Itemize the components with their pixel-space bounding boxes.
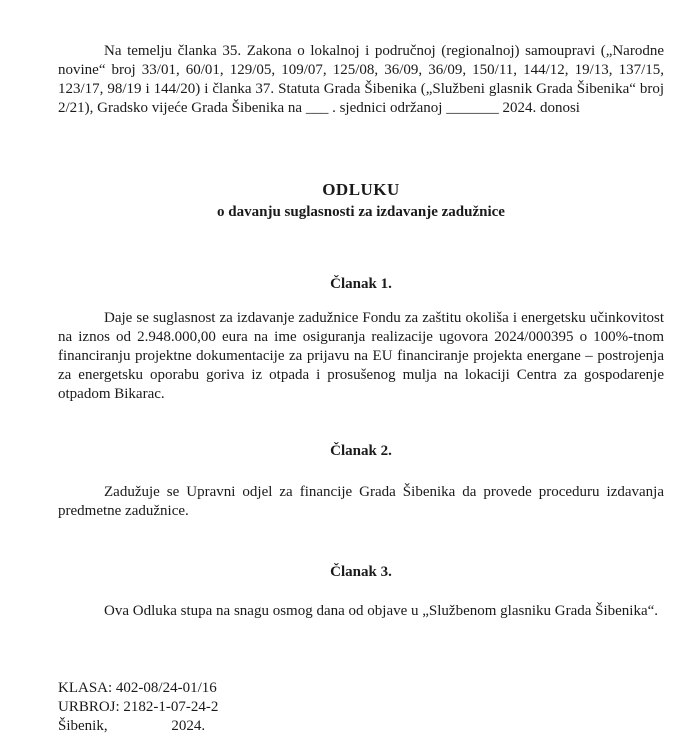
article-2-paragraph: [58, 483, 664, 521]
document-title: ODLUKU: [322, 180, 400, 199]
place-date-line: Šibenik, 2024.: [58, 718, 206, 734]
article-1-heading: Članak 1.: [330, 276, 392, 292]
document-footer: [58, 679, 358, 736]
preamble-paragraph: [58, 42, 664, 118]
urbroj-line: URBROJ: 2182-1-07-24-2: [58, 699, 219, 715]
klasa-line: KLASA: 402-08/24-01/16: [58, 680, 217, 696]
article-2-text: Zadužuje se Upravni odjel za financije Grada Šibenika da provede proceduru izdavanja predmetne zadužnice.: [58, 484, 664, 519]
article-1-paragraph: [58, 309, 664, 404]
article-1-text: Daje se suglasnost za izdavanje zadužnice Fondu za zaštitu okoliša i energetsku učinkovitost na iznos od 2.948.000,00 eura na ime osiguranja realizacije ugovora 2024/000395 o 100%-tnom financiranju projektne dokumentacije za prijavu na EU financiranje projekta energane – postrojenja za energetsku oporabu goriva iz otpada i prosušenog mulja na lokaciji Centra za gospodarenje otpadom Bikarac.: [58, 310, 664, 402]
article-3-heading: Članak 3.: [330, 564, 392, 580]
article-3-text: Ova Odluka stupa na snagu osmog dana od objave u „Službenom glasniku Grada Šibenika“.: [104, 603, 659, 619]
document-subtitle: o davanju suglasnosti za izdavanje zadužnice: [217, 204, 505, 220]
article-3-paragraph: [58, 602, 664, 621]
preamble-text: Na temelju članka 35. Zakona o lokalnoj i područnoj (regionalnoj) samoupravi („Narodne novine“ broj 33/01, 60/01, 129/05, 109/07, 125/08, 36/09, 36/09, 150/11, 144/12, 19/13, 137/15, 123/17, 98/19 i 144/20) i članka 37. Statuta Grada Šibenika („Službeni glasnik Grada Šibenika“ broj 2/21), Gradsko vijeće Grada Šibenika na ___ . sjednici održanoj _______ 2024. donosi: [58, 43, 664, 116]
article-2-heading: Članak 2.: [330, 443, 392, 459]
